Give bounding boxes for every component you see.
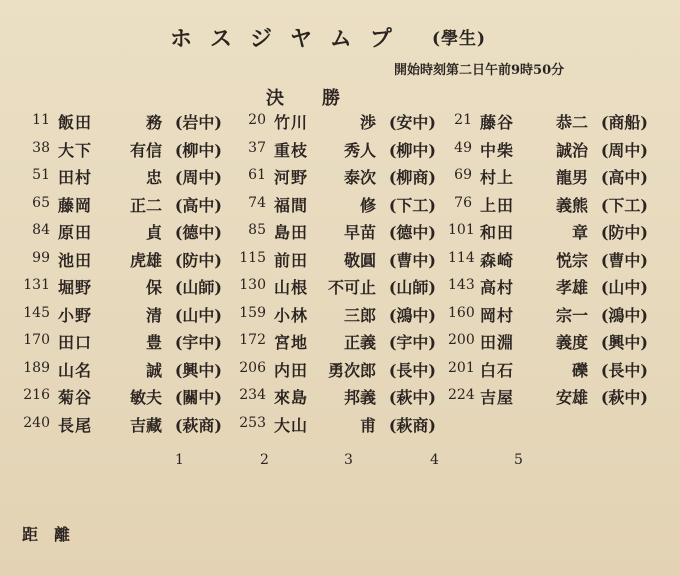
given-name: 悦宗 (555, 250, 588, 270)
given-name: 義熊 (555, 195, 588, 215)
entry-row (448, 275, 648, 303)
bib-number: 99 (32, 249, 50, 266)
surname: 前田 (274, 250, 309, 270)
given-name: 早苗 (343, 223, 376, 242)
surname: 堀野 (58, 278, 93, 297)
entry-row (236, 385, 436, 413)
school: (柳中) (174, 140, 222, 160)
surname: 田淵 (480, 333, 515, 352)
surname: 菊谷 (58, 388, 93, 407)
school: (安中) (388, 113, 436, 132)
entry-row (22, 330, 222, 358)
surname: 岡村 (480, 305, 515, 325)
surname: 池田 (58, 250, 93, 270)
surname: 山根 (274, 278, 309, 297)
school: (防中) (174, 250, 222, 270)
surname: 山名 (58, 360, 93, 380)
surname: 村上 (480, 168, 515, 187)
bib-number: 51 (32, 167, 50, 183)
given-name: 豊 (145, 333, 162, 352)
bib-number: 170 (23, 332, 50, 348)
surname: 田村 (58, 168, 93, 187)
school: (萩中) (600, 388, 648, 407)
surname: 田口 (58, 333, 93, 352)
surname: 大下 (58, 140, 93, 160)
entry-row (236, 358, 436, 386)
given-name: 不可止 (327, 278, 376, 297)
bib-number: 69 (454, 167, 472, 183)
entry-row (448, 385, 648, 413)
given-name: 正義 (343, 333, 376, 352)
distance-label: 距離 (22, 525, 87, 544)
entry-row (236, 220, 436, 248)
entry-column-1 (22, 110, 222, 440)
entry-row (448, 138, 648, 166)
given-name: 泰次 (343, 168, 376, 187)
surname: 小林 (274, 305, 309, 325)
bib-number: 21 (454, 112, 472, 128)
place-number: 2 (260, 452, 269, 468)
school: (下工) (388, 195, 436, 215)
given-name: 忠 (145, 168, 162, 187)
given-name: 清 (145, 305, 162, 325)
entry-row (22, 358, 222, 386)
entry-row (236, 330, 436, 358)
bib-number: 189 (23, 359, 50, 376)
surname: 藤谷 (480, 113, 515, 132)
surname: 宮地 (274, 333, 309, 352)
school: (曹中) (388, 250, 436, 270)
surname: 島田 (274, 223, 309, 242)
school: (岩中) (174, 113, 222, 132)
given-name: 正二 (129, 195, 162, 215)
bib-number: 115 (239, 249, 266, 266)
bib-number: 160 (448, 304, 475, 321)
surname: 長尾 (58, 415, 93, 435)
event-category: (學生) (432, 29, 487, 49)
given-name: 敏夫 (129, 388, 162, 407)
place-number: 1 (175, 452, 184, 468)
bib-number: 65 (32, 194, 50, 211)
given-name: 義度 (555, 333, 588, 352)
school: (曹中) (600, 250, 648, 270)
place-number: 3 (344, 452, 353, 468)
surname: 大山 (274, 415, 309, 435)
given-name: 章 (571, 223, 588, 242)
bib-number: 234 (239, 387, 266, 403)
entry-column-2 (236, 110, 436, 440)
given-name: 務 (145, 113, 162, 132)
school: (周中) (600, 140, 648, 160)
surname: 上田 (480, 195, 515, 215)
given-name: 恭二 (555, 113, 588, 132)
surname: 白石 (480, 360, 515, 380)
bib-number: 38 (32, 139, 50, 156)
bib-number: 101 (448, 222, 475, 238)
entry-row (448, 110, 648, 138)
entry-row (236, 275, 436, 303)
bib-number: 114 (448, 249, 475, 266)
given-name: 渉 (359, 113, 376, 132)
bib-number: 130 (239, 277, 266, 293)
school: (興中) (600, 333, 648, 352)
entry-row (448, 248, 648, 276)
school: (萩商) (388, 415, 436, 435)
start-time: 開始時刻第二日午前9時50分 (394, 63, 565, 78)
bib-number: 49 (454, 139, 472, 156)
school: (德中) (388, 223, 436, 242)
entry-row (22, 413, 222, 441)
bib-number: 131 (23, 277, 50, 293)
entry-row (448, 303, 648, 331)
surname: 原田 (58, 223, 93, 242)
entry-row (22, 220, 222, 248)
bib-number: 200 (448, 332, 475, 348)
school: (關中) (174, 388, 222, 407)
entry-row (236, 413, 436, 441)
school: (萩中) (388, 388, 436, 407)
bib-number: 224 (448, 387, 475, 403)
entry-row (448, 330, 648, 358)
entry-row (22, 275, 222, 303)
bib-number: 201 (448, 359, 475, 376)
bib-number: 20 (248, 112, 266, 128)
surname: 内田 (274, 360, 309, 380)
bib-number: 74 (248, 194, 266, 211)
entry-row (236, 138, 436, 166)
entry-row (236, 303, 436, 331)
entry-row (22, 303, 222, 331)
surname: 小野 (58, 305, 93, 325)
entry-row (448, 358, 648, 386)
school: (山師) (388, 278, 436, 297)
bib-number: 172 (239, 332, 266, 348)
surname: 藤岡 (58, 195, 93, 215)
surname: 吉屋 (480, 388, 515, 407)
given-name: 保 (145, 278, 162, 297)
given-name: 甫 (359, 415, 376, 435)
entry-row (236, 248, 436, 276)
given-name: 龍男 (555, 168, 588, 187)
bib-number: 216 (23, 387, 50, 403)
entry-row (236, 165, 436, 193)
surname: 重枝 (274, 140, 309, 160)
surname: 和田 (480, 223, 515, 242)
surname: 高村 (480, 278, 515, 297)
school: (鴻中) (600, 305, 648, 325)
place-number: 4 (430, 452, 439, 468)
bib-number: 206 (239, 359, 266, 376)
surname: 福間 (274, 195, 309, 215)
given-name: 有信 (129, 140, 162, 160)
bib-number: 37 (248, 139, 266, 156)
bib-number: 84 (32, 222, 50, 238)
given-name: 邦義 (343, 388, 376, 407)
place-number: 5 (514, 452, 523, 468)
entry-row (22, 193, 222, 221)
given-name: 敬圓 (343, 250, 376, 270)
given-name: 修 (359, 195, 376, 215)
school: (宇中) (174, 333, 222, 352)
given-name: 礫 (571, 360, 588, 380)
event-title: ホスジヤムプ (170, 26, 410, 52)
bib-number: 76 (454, 194, 472, 211)
school: (山中) (174, 305, 222, 325)
given-name: 三郎 (343, 305, 376, 325)
school: (下工) (600, 195, 648, 215)
entry-row (236, 110, 436, 138)
surname: 來島 (274, 388, 309, 407)
entry-row (448, 220, 648, 248)
entry-row (22, 110, 222, 138)
entry-row (22, 138, 222, 166)
given-name: 宗一 (555, 305, 588, 325)
school: (興中) (174, 360, 222, 380)
school: (鴻中) (388, 305, 436, 325)
given-name: 安雄 (555, 388, 588, 407)
surname: 森崎 (480, 250, 515, 270)
bib-number: 159 (239, 304, 266, 321)
school: (長中) (388, 360, 436, 380)
entry-row (448, 193, 648, 221)
surname: 飯田 (58, 113, 93, 132)
given-name: 虎雄 (129, 250, 162, 270)
given-name: 誠 (145, 360, 162, 380)
entry-row (22, 248, 222, 276)
school: (柳中) (388, 140, 436, 160)
school: (長中) (600, 360, 648, 380)
given-name: 秀人 (343, 140, 376, 160)
entry-row (236, 193, 436, 221)
school: (山中) (600, 278, 648, 297)
bib-number: 85 (248, 222, 266, 238)
place-number-row (160, 452, 540, 472)
entry-row (448, 165, 648, 193)
school: (山師) (174, 278, 222, 297)
school: (萩商) (174, 415, 222, 435)
school: (柳商) (388, 168, 436, 187)
entry-row (22, 165, 222, 193)
entry-column-3 (448, 110, 648, 413)
school: (周中) (174, 168, 222, 187)
school: (高中) (600, 168, 648, 187)
given-name: 孝雄 (555, 278, 588, 297)
bib-number: 61 (248, 167, 266, 183)
surname: 中柴 (480, 140, 515, 160)
school: (高中) (174, 195, 222, 215)
round-heading: 決勝 (266, 88, 378, 109)
bib-number: 145 (23, 304, 50, 321)
surname: 河野 (274, 168, 309, 187)
surname: 竹川 (274, 113, 309, 132)
bib-number: 253 (239, 414, 266, 431)
given-name: 吉藏 (129, 415, 162, 435)
bib-number: 240 (23, 414, 50, 431)
given-name: 誠治 (555, 140, 588, 160)
bib-number: 143 (448, 277, 475, 293)
school: (商船) (600, 113, 648, 132)
school: (德中) (174, 223, 222, 242)
given-name: 勇次郎 (327, 360, 376, 380)
bib-number: 11 (32, 112, 50, 128)
school: (宇中) (388, 333, 436, 352)
school: (防中) (600, 223, 648, 242)
entry-row (22, 385, 222, 413)
given-name: 貞 (145, 223, 162, 242)
